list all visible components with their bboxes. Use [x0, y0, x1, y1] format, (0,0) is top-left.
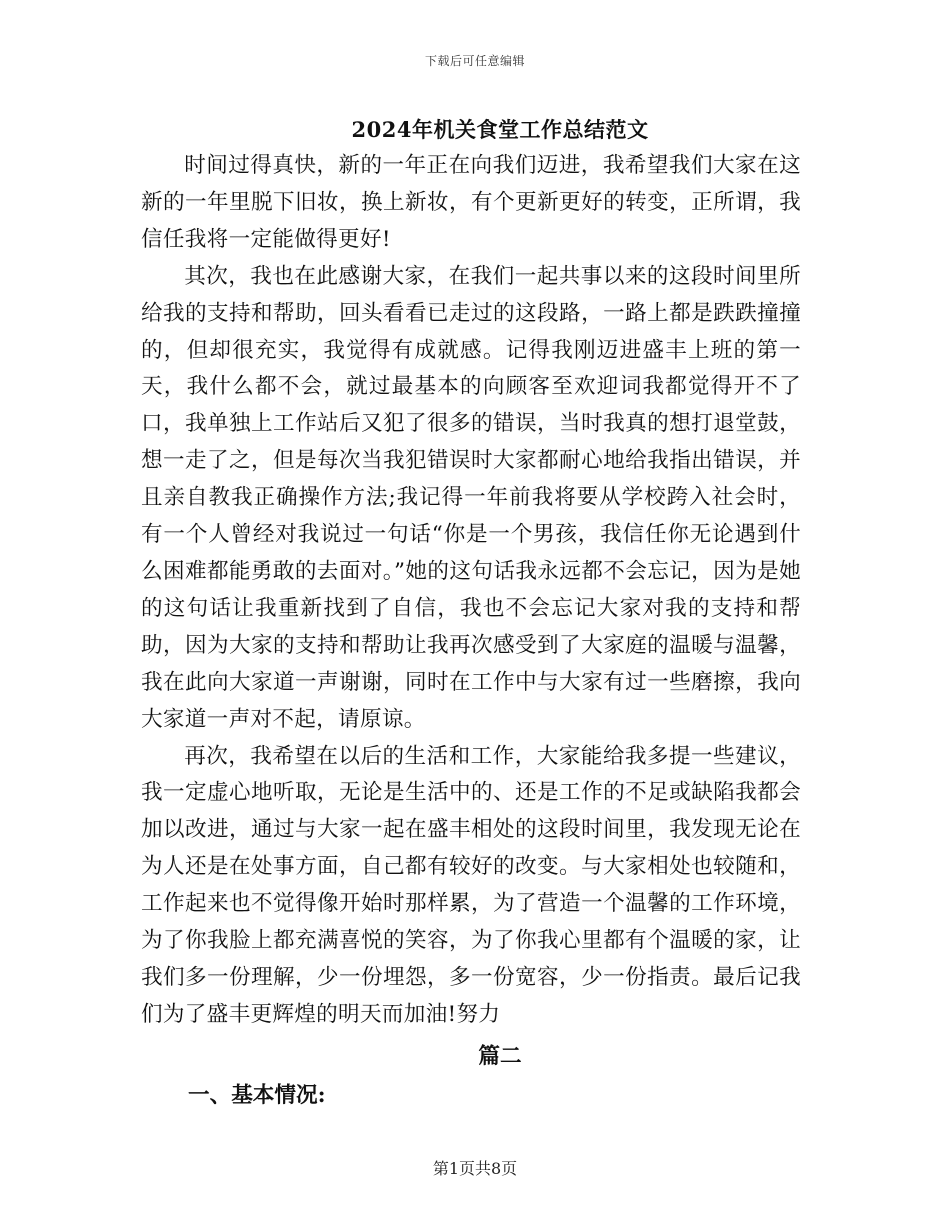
- paragraph: 其次，我也在此感谢大家，在我们一起共事以来的这段时间里所给我的支持和帮助，回头看看已走过的这段路，一路上都是跌跌撞撞的，但却很充实，我觉得有成就感。记得我刚迈进盛丰上班的第一天，我什么都不会，就过最基本的向顾客至欢迎词我都觉得开不了口，我单独上工作站后又犯了很多的错误，当时我真的想打退堂鼓，想一走了之，但是每次当我犯错误时大家都耐心地给我指出错误，并且亲自教我正确操作方法;我记得一年前我将要从学校跨入社会时，有一个人曾经对我说过一句话“你是一个男孩，我信任你无论遇到什么困难都能勇敢的去面对。”她的这句话我永远都不会忘记，因为是她的这句话让我重新找到了自信，我也不会忘记大家对我的支持和帮助，因为大家的支持和帮助让我再次感受到了大家庭的温暖与温馨，我在此向大家道一声谢谢，同时在工作中与大家有过一些磨擦，我向大家道一声对不起，请原谅。: [141, 263, 801, 732]
- sub-heading: 一、基本情况:: [188, 1083, 326, 1108]
- paragraph: 时间过得真快，新的一年正在向我们迈进，我希望我们大家在这新的一年里脱下旧妆，换上新妆，有个更新更好的转变，正所谓，我信任我将一定能做得更好!: [141, 153, 801, 252]
- paragraph: 再次，我希望在以后的生活和工作，大家能给我多提一些建议，我一定虚心地听取，无论是生活中的、还是工作的不足或缺陷我都会加以改进，通过与大家一起在盛丰相处的这段时间里，我发现无论在为人还是在处事方面，自己都有较好的改变。与大家相处也较随和，工作起来也不觉得像开始时那样累，为了营造一个温馨的工作环境，为了你我脸上都充满喜悦的笑容，为了你我心里都有个温暖的家，让我们多一份理解，少一份埋怨，多一份宽容，少一份指责。最后记我们为了盛丰更辉煌的明天而加油!努力: [141, 743, 801, 1027]
- document-body: [141, 148, 801, 1034]
- section-heading: 篇二: [478, 1044, 522, 1069]
- page-header: 下载后可任意编辑: [424, 54, 525, 68]
- page-footer: 第1页共8页: [432, 1159, 518, 1178]
- document-title: 2024年机关食堂工作总结范文: [351, 117, 649, 142]
